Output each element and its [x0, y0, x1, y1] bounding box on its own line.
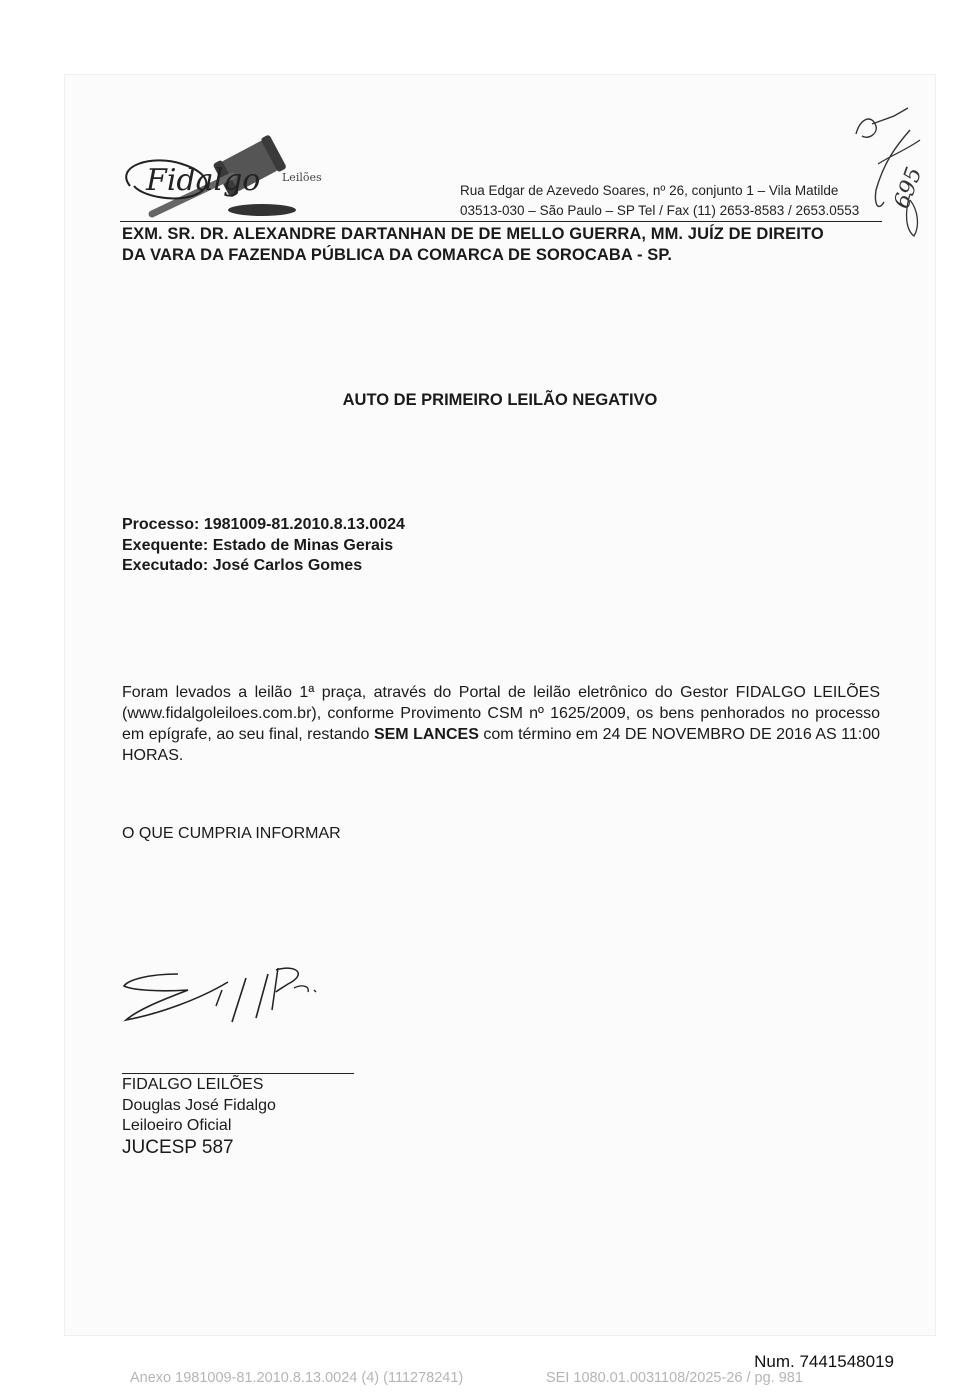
signer-company: FIDALGO LEILÕES: [122, 1076, 264, 1093]
letterhead-address-line2: 03513-030 – São Paulo – SP Tel / Fax (11) 2653-8583 / 2653.0553: [460, 203, 860, 218]
addressee-line1: EXM. SR. DR. ALEXANDRE DARTANHAN DE DE MELLO GUERRA, MM. JUÍZ DE DIREITO: [122, 225, 824, 243]
addressee-line2: DA VARA DA FAZENDA PÚBLICA DA COMARCA DE SOROCABA - SP.: [122, 246, 673, 264]
header-divider: [120, 221, 882, 222]
body-paragraph: [122, 682, 880, 766]
handwritten-page-number: 695: [889, 164, 928, 213]
body-text-bold: SEM LANCES: [373, 726, 479, 743]
signer-name: Douglas José Fidalgo: [122, 1097, 276, 1114]
defendant: Executado: José Carlos Gomes: [122, 557, 363, 574]
body-text-part2: com término em 24 DE NOVEMBRO DE 2016 AS 11:00 HORAS.: [122, 726, 880, 764]
closing-statement: O QUE CUMPRIA INFORMAR: [122, 825, 341, 842]
signature-line: [122, 1073, 354, 1074]
handwritten-page-mark: [850, 104, 930, 254]
document-title: AUTO DE PRIMEIRO LEILÃO NEGATIVO: [342, 391, 658, 409]
process-number: Processo: 1981009-81.2010.8.13.0024: [122, 516, 405, 533]
footer-attachment: Anexo 1981009-81.2010.8.13.0024 (4) (111278241): [130, 1370, 464, 1386]
document-number: Num. 7441548019: [754, 1352, 894, 1371]
letterhead-address-line1: Rua Edgar de Azevedo Soares, nº 26, conjunto 1 – Vila Matilde: [460, 183, 839, 198]
signer-registry: JUCESP 587: [122, 1137, 234, 1158]
plaintiff: Exequente: Estado de Minas Gerais: [122, 537, 394, 554]
signer-role: Leiloeiro Oficial: [122, 1117, 232, 1134]
footer-sei-reference: SEI 1080.01.0031108/2025-26 / pg. 981: [546, 1370, 803, 1386]
logo-subtext: Leilões: [282, 171, 322, 184]
logo-wordmark: Fidalgo: [146, 163, 261, 198]
body-text-part1: Foram levados a leilão 1ª praça, através do Portal de leilão eletrônico do Gestor FIDALGO LEILÕES (www.fidalgoleiloes.com.br), conforme Provimento CSM nº 1625/2009, os bens penhorados no processo em epígrafe, ao seu final, restando: [122, 684, 880, 743]
handwritten-signature: [118, 960, 328, 1030]
